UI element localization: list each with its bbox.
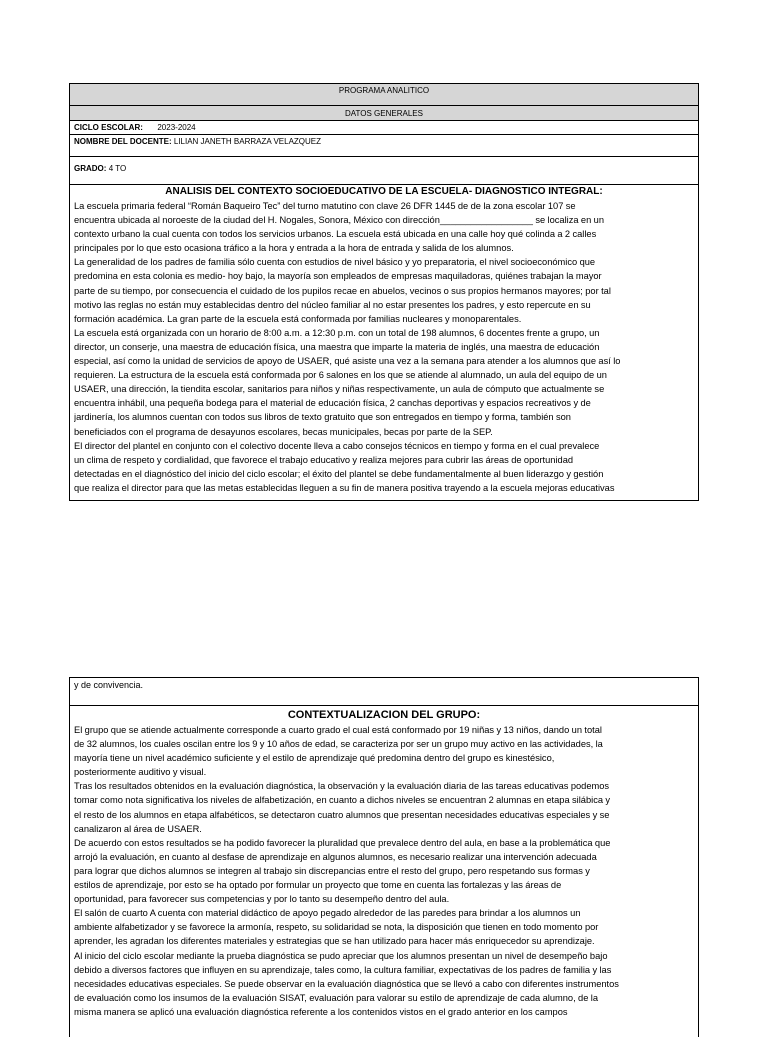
analysis-line: parte de su tiempo, por consecuencia el cuidado de los pupilos recae en abuelos, vecinos o sus propios hermanos mayores; por tal bbox=[74, 285, 611, 296]
analysis-line: requieren. La estructura de la escuela está conformada por 6 salones en los que se atiende al alumnado, un aula del equipo de un bbox=[74, 370, 607, 381]
docente-row bbox=[70, 135, 698, 157]
general-data-title: DATOS GENERALES bbox=[345, 109, 423, 118]
analysis-line: jardinería, los alumnos cuentan con todos sus libros de texto gratuito que son entregados en tiempo y forma, también son bbox=[74, 412, 571, 423]
analysis-heading: ANALISIS DEL CONTEXTO SOCIOEDUCATIVO DE LA ESCUELA- DIAGNOSTICO INTEGRAL: bbox=[165, 186, 603, 197]
analysis-line: especial, así como la unidad de servicios de apoyo de USAER, qué asiste una vez a la semana para atender a los alumnos que así lo bbox=[74, 356, 621, 367]
group-line: Al inicio del ciclo escolar mediante la prueba diagnóstica se pudo apreciar que los alumnos presentan un nivel de desempeño bajo bbox=[74, 950, 608, 961]
group-line: de evaluación como los insumos de la evaluación SISAT, evaluación para valorar su estilo de aprendizaje de cada alumno, de la bbox=[74, 992, 599, 1003]
group-line: el resto de los alumnos en etapa alfabéticos, se detectaron cuatro alumnos que presentan necesidades educativas especiales y se bbox=[74, 809, 610, 820]
analysis-line: La escuela primaria federal “Román Baqueiro Tec” del turno matutino con clave 26 DFR 1445 de de la zona escolar 107 se bbox=[74, 201, 576, 211]
group-line: mayoría tiene un nivel académico suficiente y el estilo de aprendizaje qué predomina dentro del grupo es kinestésico, bbox=[74, 753, 555, 764]
group-line: Tras los resultados obtenidos en la evaluación diagnóstica, la observación y la evaluación diaria de las tareas educativas podemos bbox=[74, 781, 610, 792]
continuation-row bbox=[70, 678, 698, 706]
continuation-text: y de convivencia. bbox=[74, 680, 144, 690]
grado-row bbox=[70, 157, 698, 185]
grado-value: 4 TO bbox=[108, 164, 127, 173]
group-line: aprender, les agradan los diferentes materiales y estrategias que se han utilizado para hacer más enriquecedor su aprendizaje. bbox=[74, 936, 595, 947]
group-line: debido a diversos factores que influyen en su aprendizaje, tales como, la cultura familiar, expectativas de los padres de familia y las bbox=[74, 964, 612, 975]
program-title: PROGRAMA ANALITICO bbox=[338, 86, 430, 95]
analysis-row bbox=[70, 185, 698, 500]
group-line: El grupo que se atiende actualmente corresponde a cuarto grado el cual está conformado por 19 niñas y 13 niños, dando un total bbox=[74, 725, 602, 735]
group-line: necesidades educativas especiales. Se puede observar en la evaluación diagnóstica que se llevó a cabo con diferentes instrumentos bbox=[74, 978, 619, 989]
group-line: canalizaron al área de USAER. bbox=[74, 823, 202, 834]
group-line: posteriormente auditivo y visual. bbox=[74, 767, 207, 778]
analysis-line: predomina en esta colonia es medio- hoy bajo, la mayoría son empleados de empresas maquiladoras, quiénes trabajan la mayor bbox=[74, 271, 602, 282]
general-data-row bbox=[70, 106, 698, 121]
analysis-line: un clima de respeto y cordialidad, que favorece el trabajo educativo y realiza mejores para cubrir las áreas de oportunidad bbox=[74, 454, 574, 465]
group-line: De acuerdo con estos resultados se ha podido favorecer la pluralidad que prevalece dentro del aula, en base a la problemática que bbox=[74, 837, 611, 848]
page1-table bbox=[69, 83, 699, 501]
analysis-line: detectadas en el diagnóstico del inicio del ciclo escolar; el éxito del plantel se debe fundamentalmente al buen liderazgo y gestión bbox=[74, 468, 604, 479]
analysis-line: encuentra inhábil, una pequeña bodega para el material de educación física, 2 canchas deportivas y espacios recreativos y de bbox=[74, 398, 591, 409]
group-line: misma manera se aplicó una evaluación diagnóstica referente a los contenidos vistos en el grado anterior en los campos bbox=[74, 1006, 568, 1017]
group-line: El salón de cuarto A cuenta con material didáctico de apoyo pegado alrededor de las paredes para brindar a los alumnos un bbox=[74, 908, 581, 919]
group-line: de 32 alumnos, los cuales oscilan entre los 9 y 10 años de edad, se caracteriza por ser un grupo muy activo en las actividades, la bbox=[74, 739, 603, 750]
ciclo-row bbox=[70, 121, 698, 135]
group-body bbox=[70, 723, 698, 1019]
group-line: tomar como nota significativa los niveles de alfabetización, en cuanto a dichos niveles se encuentran 2 alumnas en etapa silábica y bbox=[74, 795, 611, 806]
analysis-line: beneficiados con el programa de desayunos escolares, becas municipales, becas por parte de la SEP. bbox=[74, 426, 493, 437]
page2-table bbox=[69, 677, 699, 1037]
group-row bbox=[70, 706, 698, 1019]
docente-label: NOMBRE DEL DOCENTE: bbox=[74, 137, 172, 146]
analysis-line: principales por lo que esto ocasiona tráfico a la hora y entrada a la hora de entrada y salida de los alumnos. bbox=[74, 243, 514, 254]
analysis-line: motivo las reglas no están muy establecidas dentro del núcleo familiar al no estar presentes los padres, y esto repercute en su bbox=[74, 299, 591, 310]
analysis-line: El director del plantel en conjunto con el colectivo docente lleva a cabo consejos técnicos en tiempo y forma en el cual prevalece bbox=[74, 440, 600, 451]
group-line: oportunidad, para favorecer sus competencias y por lo tanto su desempeño dentro del aula. bbox=[74, 894, 450, 905]
analysis-line: USAER, una dirección, la tiendita escolar, sanitarios para niños y niñas respectivamente, un aula de cómputo que actualmente se bbox=[74, 384, 605, 395]
group-line: estilos de aprendizaje, por esto se ha optado por formular un proyecto que tome en cuenta las fortalezas y las áreas de bbox=[74, 880, 562, 891]
group-line: para lograr que dichos alumnos se integren al trabajo sin discrepancias entre el resto del grupo, pero respetando sus formas y bbox=[74, 865, 590, 876]
group-heading: CONTEXTUALIZACION DEL GRUPO: bbox=[287, 709, 481, 721]
analysis-body bbox=[70, 199, 698, 495]
analysis-line: contexto urbano la cual cuenta con todos los servicios urbanos. La escuela está ubicada en una calle hoy qué colinda a 2 calles bbox=[74, 229, 597, 240]
analysis-line: formación académica. La gran parte de la escuela está conformada por familias nucleares y monoparentales. bbox=[74, 313, 522, 324]
group-line: arrojó la evaluación, en cuanto al desfase de aprendizaje en algunos alumnos, es necesario realizar una intervención adecuada bbox=[74, 851, 597, 862]
program-title-row bbox=[70, 84, 698, 106]
ciclo-value: 2023-2024 bbox=[157, 123, 196, 132]
docente-value: LILIAN JANETH BARRAZA VELAZQUEZ bbox=[173, 137, 322, 146]
analysis-line: encuentra ubicada al noroeste de la ciudad del H. Nogales, Sonora, México con dirección__________________ se localiza en un bbox=[74, 215, 604, 226]
analysis-line: director, un conserje, una maestra de educación física, una maestra que imparte la materia de inglés, una maestra de educación bbox=[74, 341, 600, 352]
analysis-line: que realiza el director para que las metas establecidas lleguen a su fin de manera positiva trayendo a la escuela mejoras educativas bbox=[74, 482, 615, 493]
analysis-line: La generalidad de los padres de familia sólo cuenta con estudios de nivel básico y yo preparatoria, el nivel socioeconómico que bbox=[74, 257, 596, 268]
analysis-line: La escuela está organizada con un horario de 8:00 a.m. a 12:30 p.m. con un total de 198 alumnos, 6 docentes frente a grupo, un bbox=[74, 327, 600, 338]
ciclo-label: CICLO ESCOLAR: bbox=[74, 123, 143, 132]
group-line: ambiente alfabetizador y se favorece la armonía, respeto, su solidaridad se nota, la disposición que tienen en todo momento por bbox=[74, 922, 599, 933]
grado-label: GRADO: bbox=[74, 164, 107, 173]
